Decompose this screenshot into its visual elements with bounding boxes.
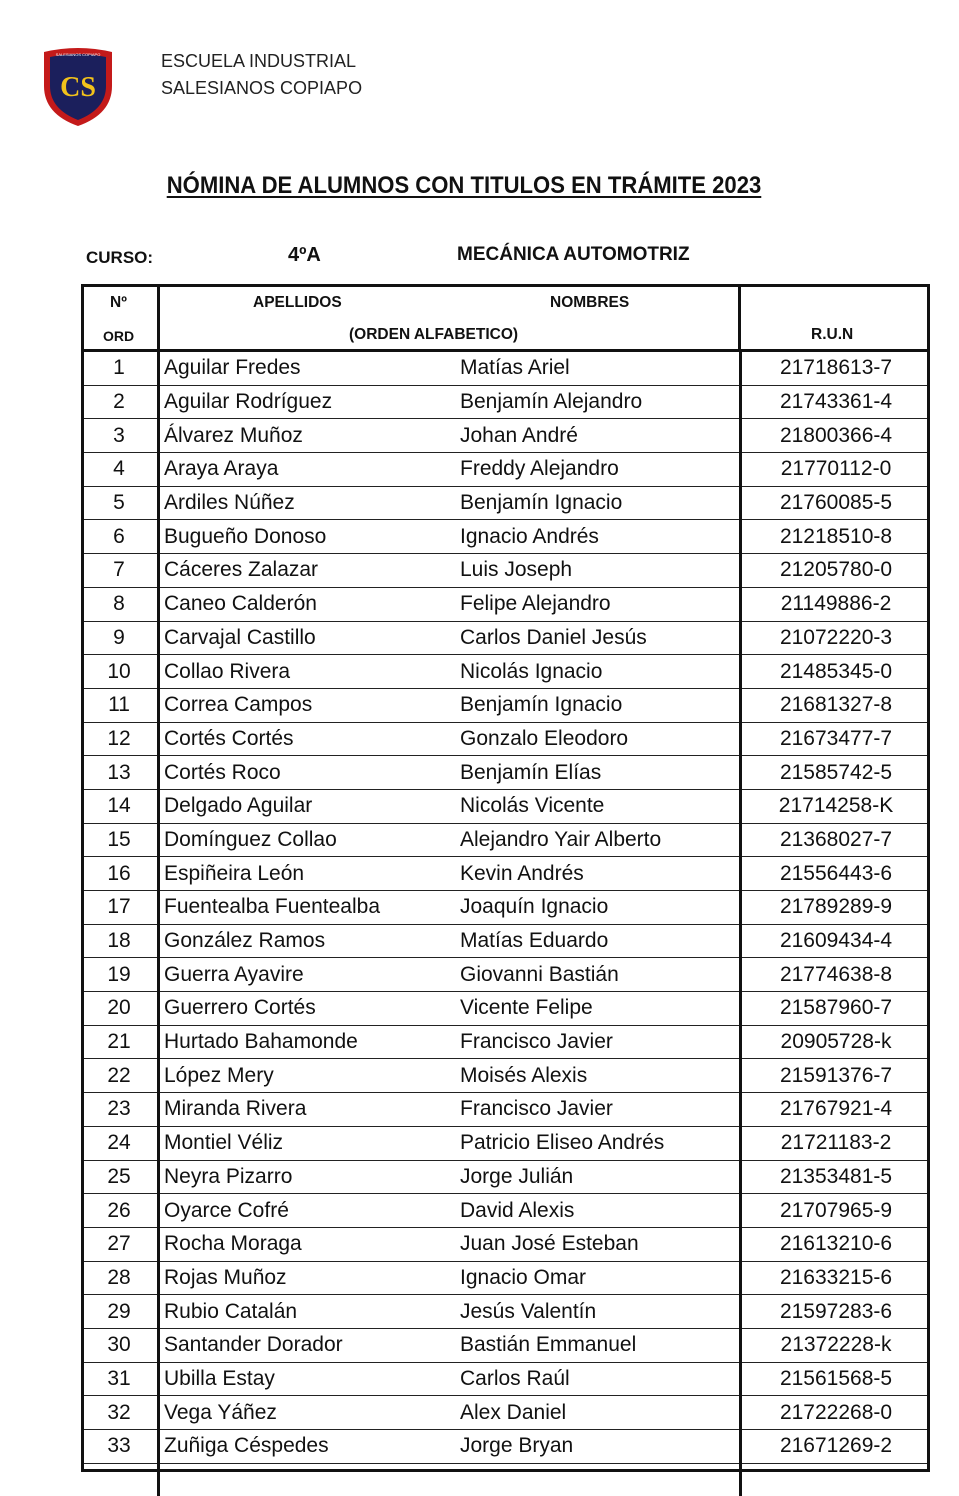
- row-run: 21673477-7: [741, 722, 931, 756]
- table-row: [81, 958, 930, 992]
- row-names: Jorge Julián: [460, 1160, 741, 1194]
- row-run: 21743361-4: [741, 385, 931, 419]
- table-row: [81, 1362, 930, 1396]
- header-run: R.U.N: [811, 326, 854, 343]
- row-number: 18: [81, 924, 159, 958]
- row-run: 21597283-6: [741, 1295, 931, 1329]
- row-surnames: Oyarce Cofré: [159, 1194, 461, 1228]
- row-names: Matías Ariel: [460, 352, 741, 385]
- logo-initials: CS: [60, 72, 96, 103]
- row-names: Alejandro Yair Alberto: [460, 823, 741, 857]
- row-run: 21760085-5: [741, 486, 931, 520]
- row-surnames: Araya Araya: [159, 453, 461, 487]
- row-names: Moisés Alexis: [460, 1059, 741, 1093]
- row-run: 21800366-4: [741, 419, 931, 453]
- table-row: [81, 1261, 930, 1295]
- table-row: [81, 1160, 930, 1194]
- table-row: [81, 1093, 930, 1127]
- row-names: Freddy Alejandro: [460, 453, 741, 487]
- row-number: 26: [81, 1194, 159, 1228]
- row-run: 21671269-2: [741, 1430, 931, 1464]
- row-surnames: Miranda Rivera: [159, 1093, 461, 1127]
- row-surnames: Fuentealba Fuentealba: [159, 891, 461, 925]
- row-run: 21722268-0: [741, 1396, 931, 1430]
- row-names: Felipe Alejandro: [460, 587, 741, 621]
- course-specialty: MECÁNICA AUTOMOTRIZ: [457, 244, 690, 265]
- table-row: [81, 453, 930, 487]
- row-surnames: Rocha Moraga: [159, 1227, 461, 1261]
- row-surnames: Ubilla Estay: [159, 1362, 461, 1396]
- table-row: [81, 1025, 930, 1059]
- row-names: Carlos Raúl: [460, 1362, 741, 1396]
- row-surnames: Collao Rivera: [159, 655, 461, 689]
- row-names: Joaquín Ignacio: [460, 891, 741, 925]
- row-run: 21633215-6: [741, 1261, 931, 1295]
- row-surnames: Rojas Muñoz: [159, 1261, 461, 1295]
- row-run: 21485345-0: [741, 655, 931, 689]
- row-names: Gonzalo Eleodoro: [460, 722, 741, 756]
- table-row: [81, 1396, 930, 1430]
- row-names: Johan André: [460, 419, 741, 453]
- row-run: 21707965-9: [741, 1194, 931, 1228]
- row-run: 21561568-5: [741, 1362, 931, 1396]
- table-row: [81, 1295, 930, 1329]
- header-col-divider-1: [157, 284, 160, 352]
- row-number: 30: [81, 1328, 159, 1362]
- table-row: [81, 924, 930, 958]
- row-names: Vicente Felipe: [460, 992, 741, 1026]
- row-surnames: Aguilar Fredes: [159, 352, 461, 385]
- row-number: 5: [81, 486, 159, 520]
- header-col-divider-2: [738, 284, 741, 352]
- row-surnames: Carvajal Castillo: [159, 621, 461, 655]
- row-number: 8: [81, 587, 159, 621]
- row-number: 33: [81, 1430, 159, 1464]
- course-grade: 4ºA: [288, 244, 321, 266]
- table-row: [81, 1328, 930, 1362]
- table-row-empty: [81, 1463, 930, 1496]
- school-name-line1: ESCUELA INDUSTRIAL: [161, 51, 357, 71]
- row-names: Benjamín Elías: [460, 756, 741, 790]
- row-surnames: Neyra Pizarro: [159, 1160, 461, 1194]
- row-run: 21218510-8: [741, 520, 931, 554]
- row-run: 21789289-9: [741, 891, 931, 925]
- table-row: [81, 857, 930, 891]
- row-number: 17: [81, 891, 159, 925]
- row-surnames: Ardiles Núñez: [159, 486, 461, 520]
- table-row: [81, 992, 930, 1026]
- row-number: 2: [81, 385, 159, 419]
- row-run: 21681327-8: [741, 688, 931, 722]
- row-number: 15: [81, 823, 159, 857]
- row-number: 13: [81, 756, 159, 790]
- row-run: 21591376-7: [741, 1059, 931, 1093]
- row-names: Francisco Javier: [460, 1093, 741, 1127]
- row-run: 21609434-4: [741, 924, 931, 958]
- row-run: 21368027-7: [741, 823, 931, 857]
- row-run: 21149886-2: [741, 587, 931, 621]
- document-title: NÓMINA DE ALUMNOS CON TITULOS EN TRÁMITE 2023: [166, 172, 762, 199]
- row-number: 23: [81, 1093, 159, 1127]
- row-run: 21613210-6: [741, 1227, 931, 1261]
- row-surnames: Montiel Véliz: [159, 1126, 461, 1160]
- row-names: Juan José Esteban: [460, 1227, 741, 1261]
- row-number: 10: [81, 655, 159, 689]
- row-number: 1: [81, 352, 159, 385]
- row-surnames: Delgado Aguilar: [159, 789, 461, 823]
- header-divider: [81, 349, 930, 352]
- row-number: 11: [81, 688, 159, 722]
- row-names: Carlos Daniel Jesús: [460, 621, 741, 655]
- row-names: Alex Daniel: [460, 1396, 741, 1430]
- row-number: 31: [81, 1362, 159, 1396]
- row-names: David Alexis: [460, 1194, 741, 1228]
- row-names: Benjamín Alejandro: [460, 385, 741, 419]
- row-names: Nicolás Ignacio: [460, 655, 741, 689]
- table-row: [81, 419, 930, 453]
- row-number: 28: [81, 1261, 159, 1295]
- table-row: [81, 891, 930, 925]
- row-surnames: Cortés Cortés: [159, 722, 461, 756]
- row-number: 32: [81, 1396, 159, 1430]
- empty-cell: [159, 1463, 461, 1496]
- row-run: 21072220-3: [741, 621, 931, 655]
- row-surnames: López Mery: [159, 1059, 461, 1093]
- table-row: [81, 756, 930, 790]
- table-row: [81, 789, 930, 823]
- table-row: [81, 1227, 930, 1261]
- row-number: 12: [81, 722, 159, 756]
- table-row: [81, 352, 930, 385]
- row-names: Giovanni Bastián: [460, 958, 741, 992]
- row-number: 25: [81, 1160, 159, 1194]
- table-row: [81, 486, 930, 520]
- row-surnames: Vega Yáñez: [159, 1396, 461, 1430]
- empty-cell: [81, 1463, 159, 1496]
- row-surnames: Hurtado Bahamonde: [159, 1025, 461, 1059]
- table-row: [81, 1430, 930, 1464]
- header-surnames: APELLIDOS: [253, 294, 342, 311]
- row-number: 20: [81, 992, 159, 1026]
- header-order: (ORDEN ALFABETICO): [349, 326, 519, 343]
- row-surnames: Zuñiga Céspedes: [159, 1430, 461, 1464]
- row-names: Patricio Eliseo Andrés: [460, 1126, 741, 1160]
- empty-cell: [741, 1463, 931, 1496]
- row-names: Ignacio Andrés: [460, 520, 741, 554]
- header-names: NOMBRES: [550, 294, 630, 311]
- row-surnames: Domínguez Collao: [159, 823, 461, 857]
- header-num-bottom: ORD: [103, 328, 135, 344]
- header-num-top: Nº: [110, 294, 127, 311]
- row-surnames: Espiñeira León: [159, 857, 461, 891]
- row-surnames: Aguilar Rodríguez: [159, 385, 461, 419]
- row-names: Jesús Valentín: [460, 1295, 741, 1329]
- school-name: [161, 48, 362, 102]
- row-surnames: Correa Campos: [159, 688, 461, 722]
- row-names: Benjamín Ignacio: [460, 486, 741, 520]
- table-row: [81, 688, 930, 722]
- row-names: Jorge Bryan: [460, 1430, 741, 1464]
- row-run: 21372228-k: [741, 1328, 931, 1362]
- table-row: [81, 1194, 930, 1228]
- row-surnames: Caneo Calderón: [159, 587, 461, 621]
- row-number: 4: [81, 453, 159, 487]
- school-name-line2: SALESIANOS COPIAPO: [161, 78, 363, 98]
- table-row: [81, 722, 930, 756]
- table-row: [81, 1126, 930, 1160]
- empty-cell: [460, 1463, 741, 1496]
- row-number: 6: [81, 520, 159, 554]
- row-surnames: Cáceres Zalazar: [159, 554, 461, 588]
- row-surnames: Álvarez Muñoz: [159, 419, 461, 453]
- row-run: 21767921-4: [741, 1093, 931, 1127]
- row-number: 22: [81, 1059, 159, 1093]
- row-run: 21718613-7: [741, 352, 931, 385]
- row-number: 16: [81, 857, 159, 891]
- table-row: [81, 621, 930, 655]
- table-row: [81, 1059, 930, 1093]
- row-surnames: Bugueño Donoso: [159, 520, 461, 554]
- students-table: [81, 352, 930, 1496]
- row-run: 21585742-5: [741, 756, 931, 790]
- row-run: 21721183-2: [741, 1126, 931, 1160]
- row-names: Kevin Andrés: [460, 857, 741, 891]
- table-row: [81, 587, 930, 621]
- table-row: [81, 385, 930, 419]
- row-number: 24: [81, 1126, 159, 1160]
- row-number: 21: [81, 1025, 159, 1059]
- row-names: Francisco Javier: [460, 1025, 741, 1059]
- row-run: 21353481-5: [741, 1160, 931, 1194]
- table-row: [81, 823, 930, 857]
- row-number: 3: [81, 419, 159, 453]
- table-row: [81, 655, 930, 689]
- row-surnames: Guerra Ayavire: [159, 958, 461, 992]
- row-names: Nicolás Vicente: [460, 789, 741, 823]
- row-number: 29: [81, 1295, 159, 1329]
- row-names: Bastián Emmanuel: [460, 1328, 741, 1362]
- row-surnames: Rubio Catalán: [159, 1295, 461, 1329]
- row-number: 9: [81, 621, 159, 655]
- row-number: 19: [81, 958, 159, 992]
- row-number: 7: [81, 554, 159, 588]
- row-run: 21556443-6: [741, 857, 931, 891]
- table-row: [81, 520, 930, 554]
- table-row: [81, 554, 930, 588]
- row-surnames: González Ramos: [159, 924, 461, 958]
- row-names: Ignacio Omar: [460, 1261, 741, 1295]
- row-surnames: Guerrero Cortés: [159, 992, 461, 1026]
- row-names: Luis Joseph: [460, 554, 741, 588]
- row-run: 21205780-0: [741, 554, 931, 588]
- row-run: 20905728-k: [741, 1025, 931, 1059]
- row-run: 21770112-0: [741, 453, 931, 487]
- row-run: 21774638-8: [741, 958, 931, 992]
- row-run: 21587960-7: [741, 992, 931, 1026]
- row-run: 21714258-K: [741, 789, 931, 823]
- row-names: Benjamín Ignacio: [460, 688, 741, 722]
- school-logo: [42, 46, 114, 128]
- row-number: 27: [81, 1227, 159, 1261]
- logo-arc-text: SALESIANOS COPIAPO: [55, 52, 101, 57]
- course-label: CURSO:: [86, 248, 154, 267]
- row-surnames: Cortés Roco: [159, 756, 461, 790]
- row-surnames: Santander Dorador: [159, 1328, 461, 1362]
- row-number: 14: [81, 789, 159, 823]
- row-names: Matías Eduardo: [460, 924, 741, 958]
